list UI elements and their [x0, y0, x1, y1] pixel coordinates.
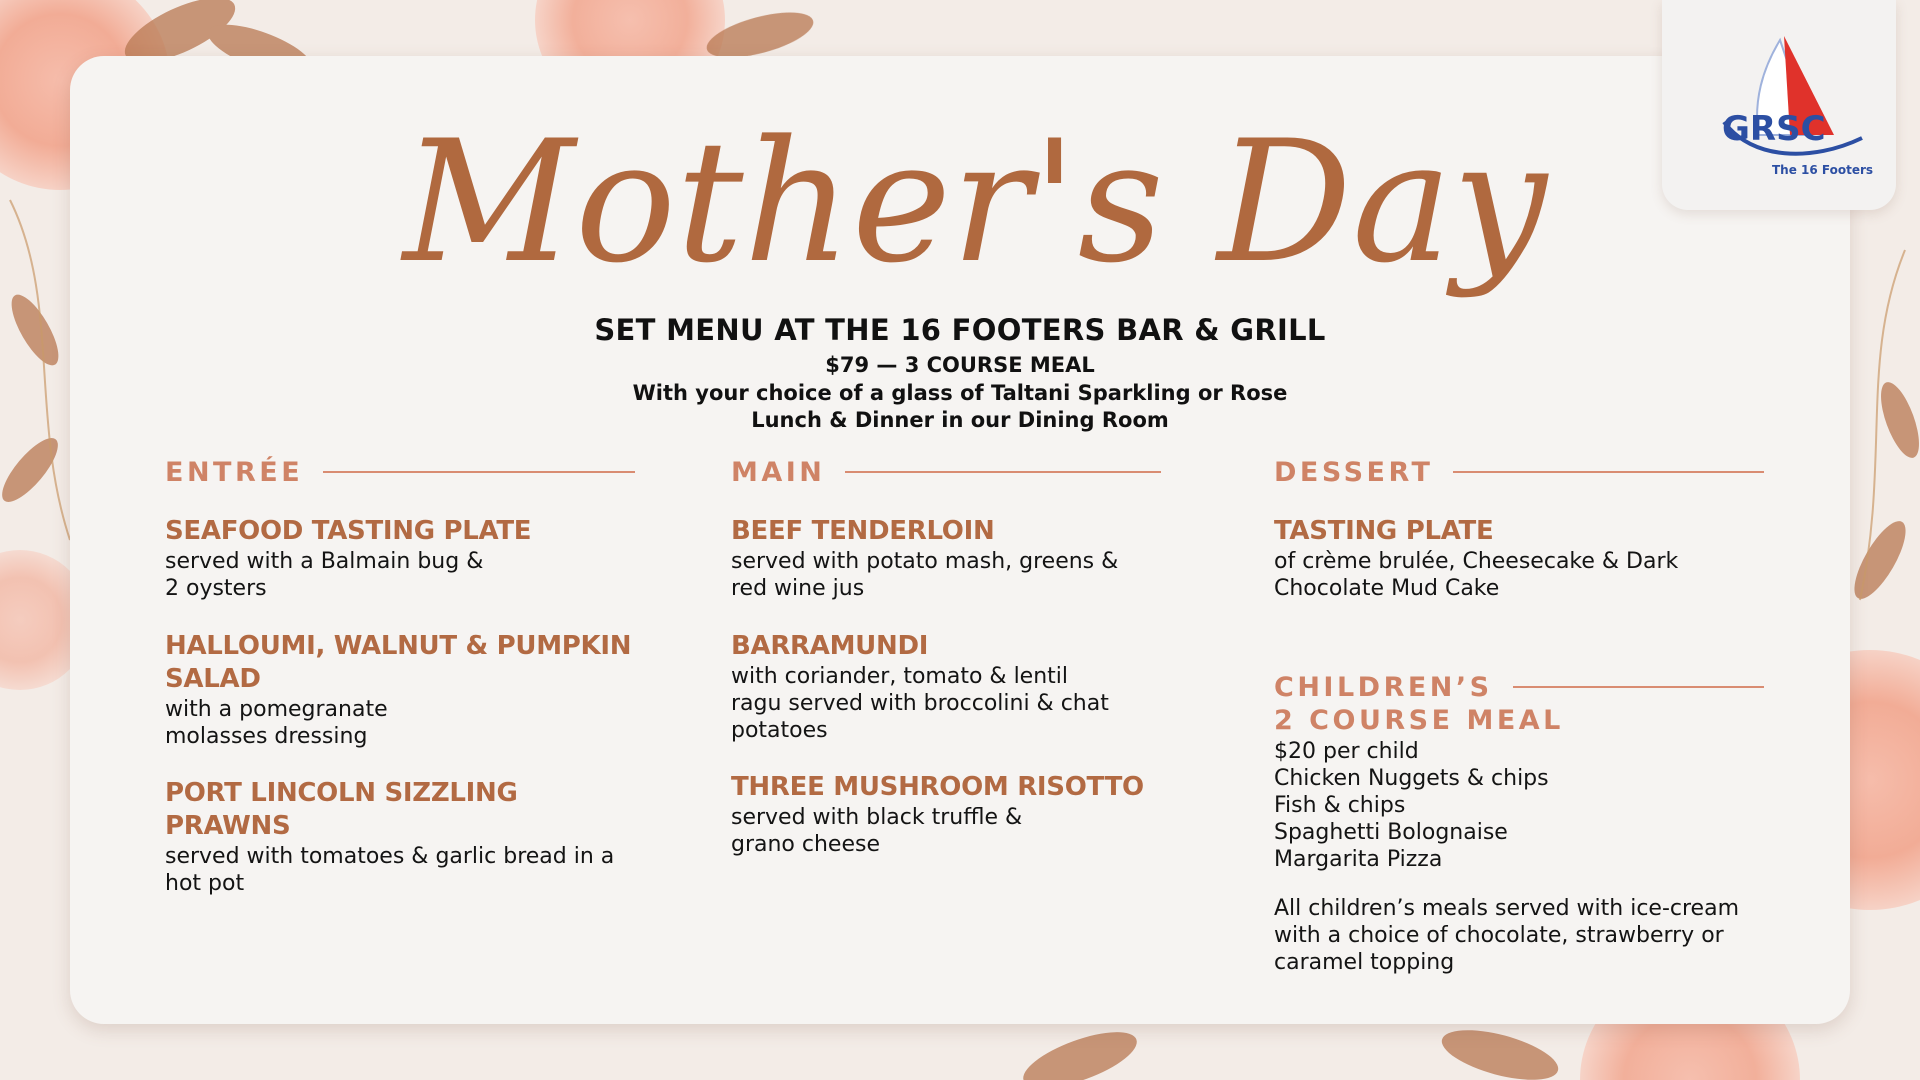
- dessert-header: [1274, 455, 1764, 489]
- main-item: [731, 515, 1118, 602]
- dessert-column: [1274, 455, 1764, 975]
- item-desc: with coriander, tomato & lentil: [731, 664, 1069, 689]
- divider: [1453, 471, 1764, 473]
- logo-text: GRSC: [1722, 109, 1826, 149]
- item-desc: served with potato mash, greens &: [731, 549, 1119, 574]
- entree-item: [165, 630, 631, 750]
- item-desc: red wine jus: [731, 576, 865, 601]
- list-item: Spaghetti Bolognaise: [1274, 820, 1508, 845]
- dessert-item: [1274, 515, 1678, 602]
- list-item: Fish & chips: [1274, 793, 1406, 818]
- entree-item: [165, 777, 635, 897]
- item-desc: hot pot: [165, 871, 245, 896]
- item-desc: served with tomatoes & garlic bread in a: [165, 844, 615, 869]
- item-name: HALLOUMI, WALNUT & PUMPKIN: [165, 631, 632, 661]
- main-header: [731, 455, 1161, 489]
- main-item: [731, 630, 1109, 744]
- entree-item: [165, 515, 531, 602]
- item-name: BARRAMUNDI: [731, 631, 929, 661]
- divider: [323, 471, 635, 473]
- item-name: BEEF TENDERLOIN: [731, 516, 995, 546]
- entree-header: [165, 455, 635, 489]
- item-desc: served with black truffle &: [731, 805, 1023, 830]
- logo-card: [1662, 0, 1896, 210]
- note-line: with a choice of chocolate, strawberry or: [1274, 923, 1724, 948]
- item-desc: served with a Balmain bug &: [165, 549, 484, 574]
- children-header: [1274, 670, 1764, 738]
- item-desc: molasses dressing: [165, 724, 368, 749]
- item-desc: grano cheese: [731, 832, 880, 857]
- menu-service: Lunch & Dinner in our Dining Room: [751, 408, 1169, 432]
- children-note: [1274, 895, 1774, 976]
- item-desc: Chocolate Mud Cake: [1274, 576, 1500, 601]
- menu-heading: SET MENU AT THE 16 FOOTERS BAR & GRILL: [594, 313, 1326, 347]
- item-name: SALAD: [165, 664, 261, 694]
- menu-price: $79 — 3 COURSE MEAL: [825, 353, 1095, 377]
- children-title: CHILDREN’S: [1274, 671, 1493, 703]
- entree-column: [165, 455, 635, 896]
- entree-title: ENTRÉE: [165, 456, 304, 488]
- list-item: Chicken Nuggets & chips: [1274, 766, 1549, 791]
- item-desc: with a pomegranate: [165, 697, 388, 722]
- main-column: [731, 455, 1161, 857]
- menu-drink: With your choice of a glass of Taltani Sparkling or Rose: [632, 381, 1288, 405]
- logo-tagline: The 16 Footers: [1772, 163, 1874, 177]
- item-name: TASTING PLATE: [1274, 516, 1494, 546]
- item-name: PORT LINCOLN SIZZLING PRAWNS: [165, 778, 518, 841]
- note-line: All children’s meals served with ice-cream: [1274, 896, 1740, 921]
- item-name: THREE MUSHROOM RISOTTO: [731, 772, 1144, 802]
- list-item: Margarita Pizza: [1274, 847, 1443, 872]
- title-script: [402, 60, 1548, 330]
- item-desc: 2 oysters: [165, 576, 267, 601]
- dessert-title: DESSERT: [1274, 456, 1434, 488]
- divider: [845, 471, 1161, 473]
- item-name: SEAFOOD TASTING PLATE: [165, 516, 532, 546]
- main-title: MAIN: [731, 456, 826, 488]
- note-line: caramel topping: [1274, 950, 1455, 975]
- children-subtitle: 2 COURSE MEAL: [1274, 705, 1564, 736]
- grsc-logo: [1662, 0, 1896, 210]
- item-desc: ragu served with broccolini & chat: [731, 691, 1109, 716]
- item-desc: of crème brulée, Cheesecake & Dark: [1274, 549, 1679, 574]
- divider: [1513, 686, 1764, 688]
- main-item: [731, 771, 1144, 858]
- children-menu-list: [1274, 738, 1774, 873]
- item-desc: potatoes: [731, 718, 828, 743]
- page-title: Mother's Day: [402, 104, 1548, 300]
- list-item: $20 per child: [1274, 739, 1419, 764]
